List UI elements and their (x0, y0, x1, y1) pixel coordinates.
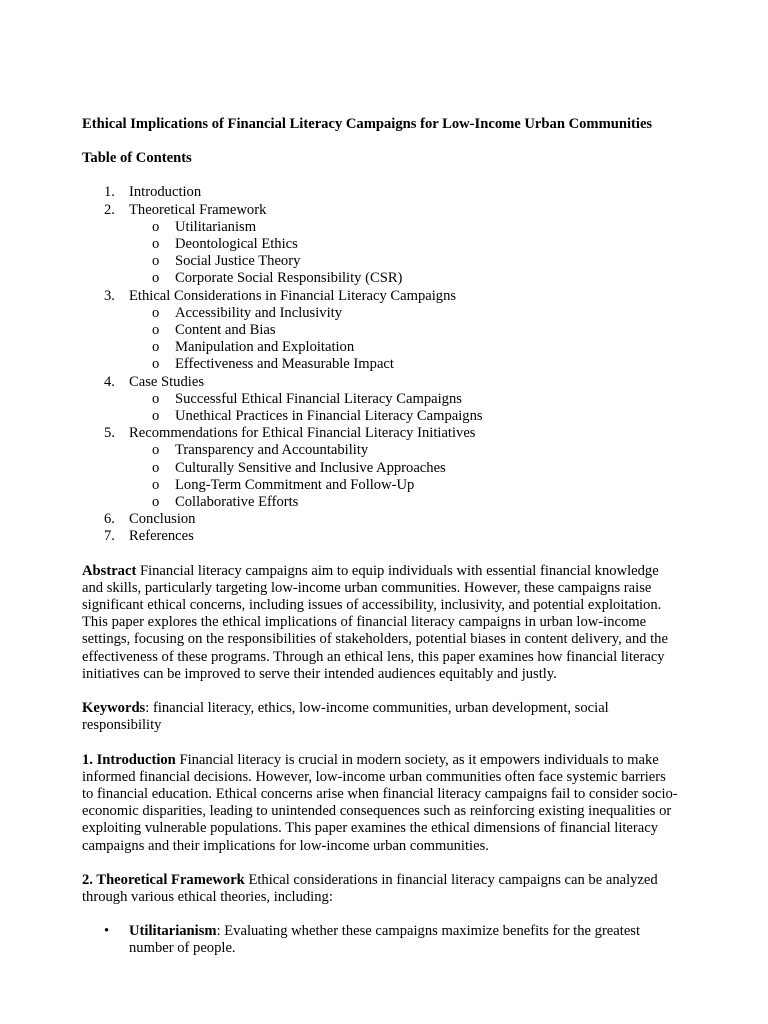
keywords-paragraph (82, 700, 678, 734)
keywords-text: : financial literacy, ethics, low-income communities, urban development, social responsibility (82, 700, 609, 734)
toc-item-label: Theoretical Framework (129, 201, 267, 218)
toc-item-number: 6. (104, 511, 115, 528)
introduction-text: Financial literacy is crucial in modern society, as it empowers individuals to make informed financial decisions. However, low-income urban communities often face systemic barriers to financial education. Ethical concerns arise when financial literacy campaigns fail to consider socio-economic disparities, leading to unintended consequences such as reinforcing existing inequalities or exploiting vulnerable populations. This paper examines the ethical dimensions of financial literacy campaigns and their implications for low-income urban communities. (82, 751, 678, 854)
hollow-bullet-icon: o (152, 236, 160, 253)
toc-subitem-label: Effectiveness and Measurable Impact (175, 356, 394, 373)
toc-item-number: 3. (104, 287, 115, 304)
toc-subitem (82, 219, 678, 236)
toc-subitem-label: Deontological Ethics (175, 236, 298, 253)
toc-item (82, 202, 678, 219)
hollow-bullet-icon: o (152, 322, 160, 339)
framework-bullet-item (82, 923, 678, 957)
toc-subitem-label: Long-Term Commitment and Follow-Up (175, 476, 415, 493)
hollow-bullet-icon: o (152, 218, 160, 235)
toc-subitem-label: Accessibility and Inclusivity (175, 304, 342, 321)
toc-item-number: 4. (104, 373, 115, 390)
toc-item-label: References (129, 528, 194, 545)
toc-subitem-label: Successful Ethical Financial Literacy Campaigns (175, 390, 462, 407)
hollow-bullet-icon: o (152, 459, 160, 476)
toc-subitem-label: Utilitarianism (175, 218, 257, 235)
toc-item-number: 5. (104, 425, 115, 442)
toc-subitem-label: Social Justice Theory (175, 253, 301, 270)
hollow-bullet-icon: o (152, 476, 160, 493)
toc-subitem (82, 442, 678, 459)
hollow-bullet-icon: o (152, 339, 160, 356)
toc-item (82, 184, 678, 201)
toc-item (82, 425, 678, 442)
hollow-bullet-icon: o (152, 270, 160, 287)
document-title: Ethical Implications of Financial Literacy Campaigns for Low-Income Urban Communities (82, 116, 653, 132)
hollow-bullet-icon: o (152, 253, 160, 270)
toc-item-label: Introduction (129, 184, 202, 201)
framework-bullet-label: Utilitarianism (129, 923, 217, 940)
hollow-bullet-icon: o (152, 494, 160, 511)
hollow-bullet-icon: o (152, 304, 160, 321)
framework-text: Ethical considerations in financial literacy campaigns can be analyzed through various ethical theories, including: (82, 871, 658, 905)
introduction-heading: 1. Introduction (82, 751, 176, 768)
toc-subitem-label: Corporate Social Responsibility (CSR) (175, 270, 403, 287)
toc-subitem (82, 494, 678, 511)
toc-item (82, 511, 678, 528)
introduction-paragraph (82, 752, 678, 855)
toc-item-number: 1. (104, 184, 115, 201)
toc-subitem (82, 356, 678, 373)
abstract-paragraph (82, 563, 678, 683)
toc-subitem (82, 408, 678, 425)
hollow-bullet-icon: o (152, 408, 160, 425)
toc-item-label: Conclusion (129, 511, 196, 528)
toc-subitem (82, 236, 678, 253)
toc-item-label: Ethical Considerations in Financial Literacy Campaigns (129, 287, 457, 304)
document-content (82, 116, 678, 958)
abstract-label: Abstract (82, 562, 137, 579)
table-of-contents (82, 184, 678, 545)
toc-subitem-label: Content and Bias (175, 322, 276, 339)
toc-item-label: Recommendations for Ethical Financial Literacy Initiatives (129, 425, 476, 442)
toc-subitem (82, 305, 678, 322)
toc-item (82, 374, 678, 391)
framework-bullet-text: : Evaluating whether these campaigns maximize benefits for the greatest number of people. (129, 923, 641, 957)
toc-subitem-label: Unethical Practices in Financial Literacy Campaigns (175, 408, 483, 425)
toc-subitem (82, 391, 678, 408)
toc-subitem (82, 253, 678, 270)
toc-item (82, 288, 678, 305)
hollow-bullet-icon: o (152, 356, 160, 373)
toc-subitem (82, 460, 678, 477)
keywords-label: Keywords (82, 700, 146, 717)
toc-subitem-label: Collaborative Efforts (175, 494, 299, 511)
toc-subitem (82, 322, 678, 339)
hollow-bullet-icon: o (152, 390, 160, 407)
toc-subitem (82, 270, 678, 287)
toc-item-label: Case Studies (129, 373, 204, 390)
abstract-text: Financial literacy campaigns aim to equip individuals with essential financial knowledge and skills, particularly targeting low-income urban communities. However, these campaigns raise significant ethical concerns, including issues of accessibility, inclusivity, and potential exploitation. This paper explores the ethical implications of financial literacy campaigns in urban low-income settings, focusing on the responsibilities of stakeholders, potential biases in content delivery, and the effectiveness of these programs. Through an ethical lens, this paper examines how financial literacy initiatives can be improved to serve their intended audiences equitably and justly. (82, 562, 668, 682)
toc-item-number: 7. (104, 528, 115, 545)
toc-subitem (82, 339, 678, 356)
toc-item-number: 2. (104, 201, 115, 218)
toc-heading: Table of Contents (82, 150, 192, 167)
toc-subitem (82, 477, 678, 494)
toc-subitem-label: Transparency and Accountability (175, 442, 369, 459)
toc-item (82, 528, 678, 545)
framework-bullet-list (82, 923, 678, 957)
toc-subitem-label: Culturally Sensitive and Inclusive Approaches (175, 459, 446, 476)
hollow-bullet-icon: o (152, 442, 160, 459)
bullet-dot-icon: • (104, 923, 110, 940)
framework-heading: 2. Theoretical Framework (82, 871, 245, 888)
framework-paragraph (82, 872, 678, 906)
toc-subitem-label: Manipulation and Exploitation (175, 339, 355, 356)
